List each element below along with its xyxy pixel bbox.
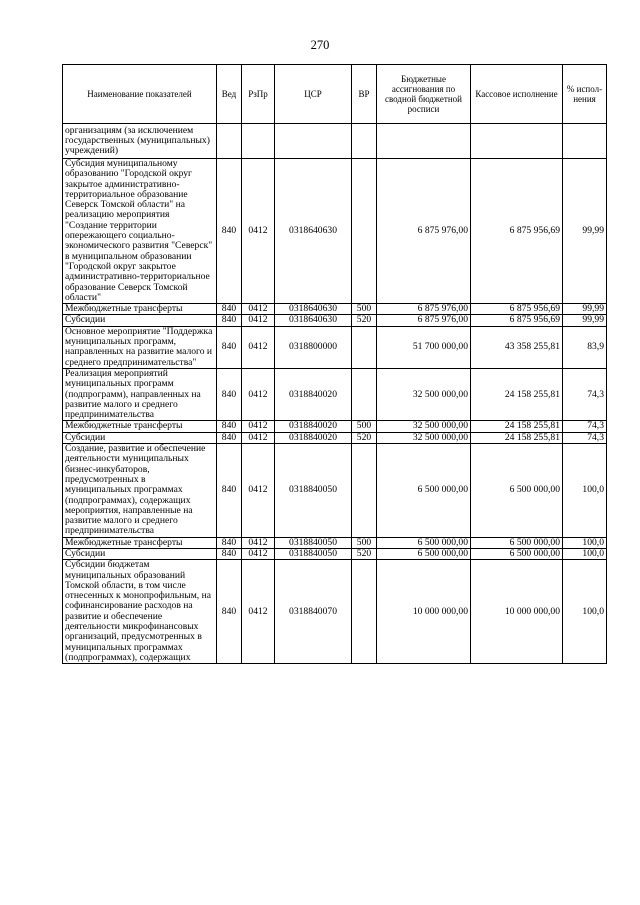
- cell-rzpr: 0412: [242, 548, 275, 559]
- cell-budget: 10 000 000,00: [377, 560, 471, 664]
- cell-ved: 840: [217, 432, 242, 443]
- cell-percent: 74,3: [563, 368, 607, 420]
- cell-name: Межбюджетные трансферты: [63, 421, 217, 432]
- cell-ved: 840: [217, 421, 242, 432]
- col-header-cash: Кассовое исполнение: [471, 65, 563, 124]
- cell-rzpr: 0412: [242, 315, 275, 326]
- cell-budget: 32 500 000,00: [377, 368, 471, 420]
- cell-cash: 6 875 956,69: [471, 159, 563, 304]
- cell-cash: 6 875 956,69: [471, 304, 563, 315]
- cell-cash: [471, 124, 563, 159]
- col-header-budget: Бюджетные ассигнования по сводной бюджетной росписи: [377, 65, 471, 124]
- cell-csr: 0318840050: [275, 548, 352, 559]
- cell-percent: 100,0: [563, 444, 607, 538]
- cell-ved: 840: [217, 368, 242, 420]
- cell-name: Основное мероприятие "Поддержка муниципальных программ, направленных на развитие малого и среднего предпринимательства": [63, 326, 217, 368]
- cell-csr: 0318840050: [275, 537, 352, 548]
- table-row: [63, 315, 607, 326]
- cell-ved: 840: [217, 548, 242, 559]
- table-row: [63, 124, 607, 159]
- cell-csr: 0318840020: [275, 432, 352, 443]
- cell-rzpr: 0412: [242, 304, 275, 315]
- cell-cash: 6 500 000,00: [471, 444, 563, 538]
- cell-csr: 0318640630: [275, 159, 352, 304]
- cell-budget: 6 875 976,00: [377, 304, 471, 315]
- cell-vr: [352, 368, 377, 420]
- cell-rzpr: 0412: [242, 326, 275, 368]
- cell-vr: 500: [352, 304, 377, 315]
- cell-vr: 520: [352, 432, 377, 443]
- header-row: [63, 65, 607, 124]
- cell-rzpr: 0412: [242, 432, 275, 443]
- cell-vr: [352, 159, 377, 304]
- cell-name: Субсидия муниципальному образованию "Городской округ закрытое административно-территориальное образование Северск Томской области" на реализацию мероприятия "Создание территории опережающего социально-экономического развития "Северск" в муниципальном образовании "Городской округ закрытое административно-территориальное образование Северск Томской области": [63, 159, 217, 304]
- cell-rzpr: 0412: [242, 560, 275, 664]
- cell-budget: 32 500 000,00: [377, 421, 471, 432]
- cell-cash: 24 158 255,81: [471, 421, 563, 432]
- cell-budget: 51 700 000,00: [377, 326, 471, 368]
- cell-rzpr: 0412: [242, 537, 275, 548]
- cell-vr: [352, 326, 377, 368]
- cell-name: Реализация мероприятий муниципальных программ (подпрограмм), направленных на развитие малого и среднего предпринимательства: [63, 368, 217, 420]
- col-header-name: Наименование показателей: [63, 65, 217, 124]
- col-header-ved: Вед: [217, 65, 242, 124]
- cell-cash: 24 158 255,81: [471, 368, 563, 420]
- cell-ved: 840: [217, 560, 242, 664]
- cell-budget: 6 875 976,00: [377, 159, 471, 304]
- cell-cash: 43 358 255,81: [471, 326, 563, 368]
- cell-cash: 6 500 000,00: [471, 548, 563, 559]
- cell-name: Межбюджетные трансферты: [63, 537, 217, 548]
- table-row: [63, 560, 607, 664]
- table-row: [63, 548, 607, 559]
- cell-budget: 6 500 000,00: [377, 537, 471, 548]
- col-header-rzpr: РзПр: [242, 65, 275, 124]
- cell-csr: 0318840020: [275, 368, 352, 420]
- cell-budget: [377, 124, 471, 159]
- cell-ved: 840: [217, 537, 242, 548]
- table-row: [63, 537, 607, 548]
- cell-csr: 0318840020: [275, 421, 352, 432]
- cell-budget: 6 500 000,00: [377, 548, 471, 559]
- cell-percent: 100,0: [563, 560, 607, 664]
- table-row: [63, 326, 607, 368]
- col-header-csr: ЦСР: [275, 65, 352, 124]
- cell-name: организациям (за исключением государственных (муниципальных) учреждений): [63, 124, 217, 159]
- cell-vr: 520: [352, 548, 377, 559]
- cell-csr: 0318640630: [275, 315, 352, 326]
- budget-execution-table: [62, 64, 607, 664]
- cell-ved: 840: [217, 304, 242, 315]
- cell-rzpr: 0412: [242, 421, 275, 432]
- cell-csr: 0318800000: [275, 326, 352, 368]
- cell-cash: 10 000 000,00: [471, 560, 563, 664]
- cell-percent: 83,9: [563, 326, 607, 368]
- cell-budget: 6 500 000,00: [377, 444, 471, 538]
- cell-percent: 100,0: [563, 537, 607, 548]
- cell-percent: 100,0: [563, 548, 607, 559]
- table-row: [63, 421, 607, 432]
- cell-ved: 840: [217, 444, 242, 538]
- cell-budget: 32 500 000,00: [377, 432, 471, 443]
- cell-name: Субсидии: [63, 432, 217, 443]
- table-row: [63, 368, 607, 420]
- cell-percent: 74,3: [563, 421, 607, 432]
- cell-rzpr: 0412: [242, 159, 275, 304]
- cell-name: Субсидии: [63, 315, 217, 326]
- cell-percent: 99,99: [563, 159, 607, 304]
- cell-vr: 500: [352, 537, 377, 548]
- cell-rzpr: 0412: [242, 368, 275, 420]
- col-header-percent: % испол-нения: [563, 65, 607, 124]
- cell-cash: 6 500 000,00: [471, 537, 563, 548]
- cell-ved: [217, 124, 242, 159]
- cell-name: Межбюджетные трансферты: [63, 304, 217, 315]
- cell-csr: 0318640630: [275, 304, 352, 315]
- cell-csr: [275, 124, 352, 159]
- col-header-vr: ВР: [352, 65, 377, 124]
- table-row: [63, 444, 607, 538]
- cell-name: Субсидии: [63, 548, 217, 559]
- cell-budget: 6 875 976,00: [377, 315, 471, 326]
- cell-csr: 0318840050: [275, 444, 352, 538]
- cell-vr: [352, 124, 377, 159]
- cell-vr: 520: [352, 315, 377, 326]
- table-row: [63, 432, 607, 443]
- cell-percent: [563, 124, 607, 159]
- cell-csr: 0318840070: [275, 560, 352, 664]
- cell-ved: 840: [217, 326, 242, 368]
- cell-percent: 99,99: [563, 304, 607, 315]
- table-row: [63, 304, 607, 315]
- cell-rzpr: 0412: [242, 444, 275, 538]
- table-row: [63, 159, 607, 304]
- cell-percent: 99,99: [563, 315, 607, 326]
- cell-rzpr: [242, 124, 275, 159]
- cell-cash: 24 158 255,81: [471, 432, 563, 443]
- page-number: 270: [310, 38, 330, 52]
- cell-name: Создание, развитие и обеспечение деятельности муниципальных бизнес-инкубаторов, предусмотренных в муниципальных программах (подпрограммах), содержащих мероприятия, направленные на развитие малого и среднего предпринимательства: [63, 444, 217, 538]
- cell-name: Субсидии бюджетам муниципальных образований Томской области, в том числе отнесенных к монопрофильным, на софинансирование расходов на развитие и обеспечение деятельности микрофинансовых организаций, предусмотренных в муниципальных программах (подпрограммах), содержащих: [63, 560, 217, 664]
- cell-ved: 840: [217, 315, 242, 326]
- cell-ved: 840: [217, 159, 242, 304]
- cell-percent: 74,3: [563, 432, 607, 443]
- cell-vr: 500: [352, 421, 377, 432]
- cell-vr: [352, 444, 377, 538]
- cell-vr: [352, 560, 377, 664]
- cell-cash: 6 875 956,69: [471, 315, 563, 326]
